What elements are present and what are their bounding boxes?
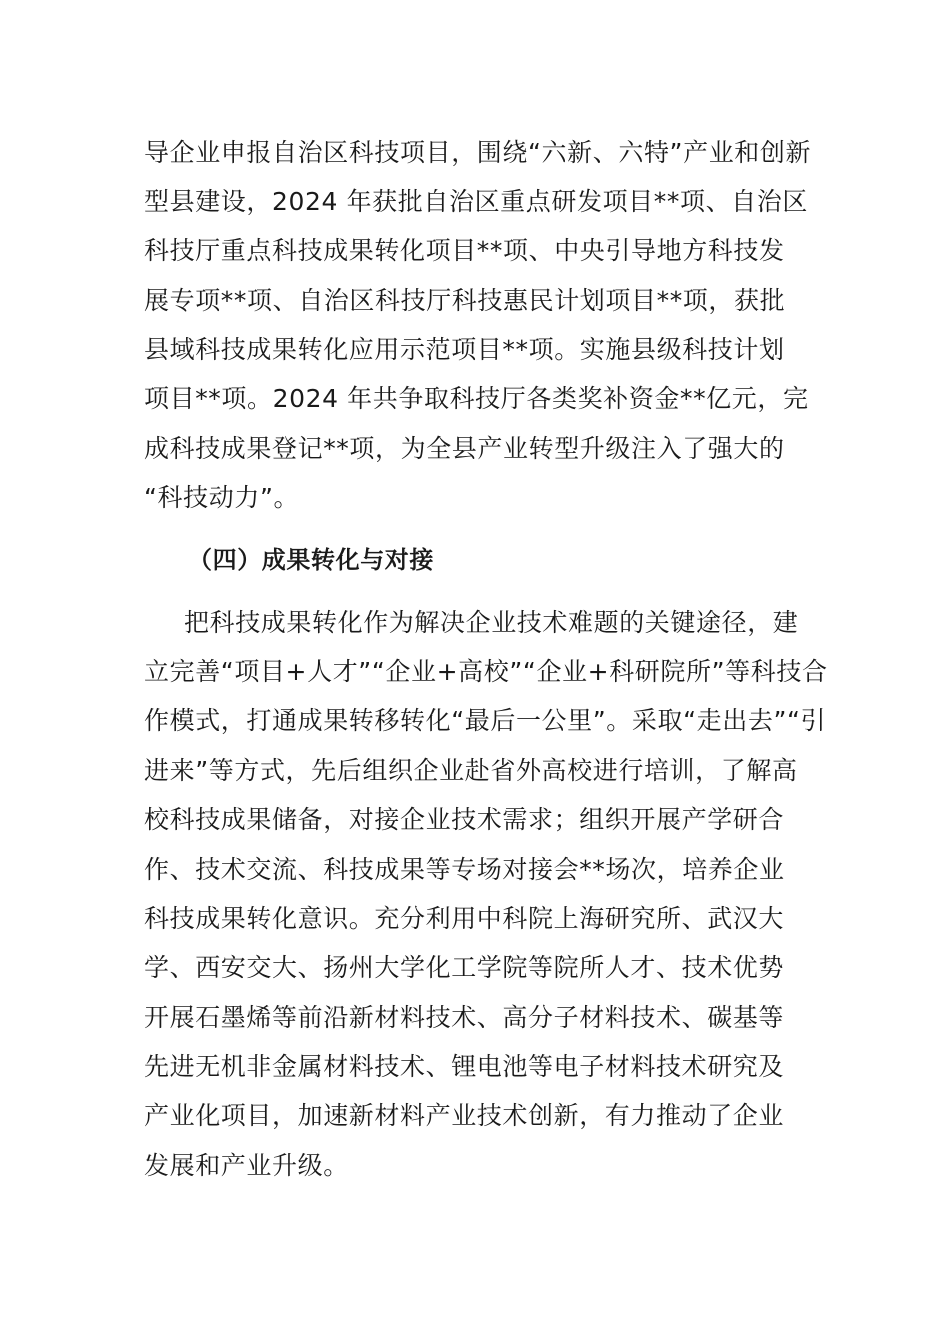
paragraph-2-line-4: 进来”等方式，先后组织企业赴省外高校进行培训，了解高 xyxy=(144,756,798,785)
paragraph-1-line-3: 科技厅重点科技成果转化项目**项、中央引导地方科技发 xyxy=(144,236,785,265)
paragraph-1-line-5: 县域科技成果转化应用示范项目**项。实施县级科技计划 xyxy=(144,335,785,364)
paragraph-2-line-11: 产业化项目，加速新材料产业技术创新，有力推动了企业 xyxy=(144,1101,785,1130)
paragraph-1-line-7: 成科技成果登记**项，为全县产业转型升级注入了强大的 xyxy=(144,434,785,463)
paragraph-2-line-6: 作、技术交流、科技成果等专场对接会**场次，培养企业 xyxy=(144,855,785,884)
paragraph-1-line-8: “科技动力”。 xyxy=(144,483,300,512)
paragraph-1-line-2: 型县建设，2024 年获批自治区重点研发项目**项、自治区 xyxy=(144,187,808,216)
paragraph-1-line-1: 导企业申报自治区科技项目，围绕“六新、六特”产业和创新 xyxy=(144,138,812,167)
section-heading: （四）成果转化与对接 xyxy=(188,546,434,574)
paragraph-1-line-6: 项目**项。2024 年共争取科技厅各类奖补资金**亿元，完 xyxy=(144,384,809,413)
paragraph-2-line-5: 校科技成果储备，对接企业技术需求；组织开展产学研合 xyxy=(144,805,785,834)
paragraph-2-line-10: 先进无机非金属材料技术、锂电池等电子材料技术研究及 xyxy=(144,1052,785,1081)
paragraph-2-line-3: 作模式，打通成果转移转化“最后一公里”。采取“走出去”“引 xyxy=(144,706,827,735)
paragraph-2-line-8: 学、西安交大、扬州大学化工学院等院所人才、技术优势 xyxy=(144,953,785,982)
paragraph-2-line-1: 把科技成果转化作为解决企业技术难题的关键途径，建 xyxy=(184,608,799,637)
paragraph-2-line-12: 发展和产业升级。 xyxy=(144,1151,349,1180)
paragraph-2-line-9: 开展石墨烯等前沿新材料技术、高分子材料技术、碳基等 xyxy=(144,1003,785,1032)
paragraph-2-line-7: 科技成果转化意识。充分利用中科院上海研究所、武汉大 xyxy=(144,904,785,933)
paragraph-1-line-4: 展专项**项、自治区科技厅科技惠民计划项目**项，获批 xyxy=(144,286,786,315)
paragraph-2-line-2: 立完善“项目+人才”“企业+高校”“企业+科研院所”等科技合 xyxy=(144,657,828,686)
